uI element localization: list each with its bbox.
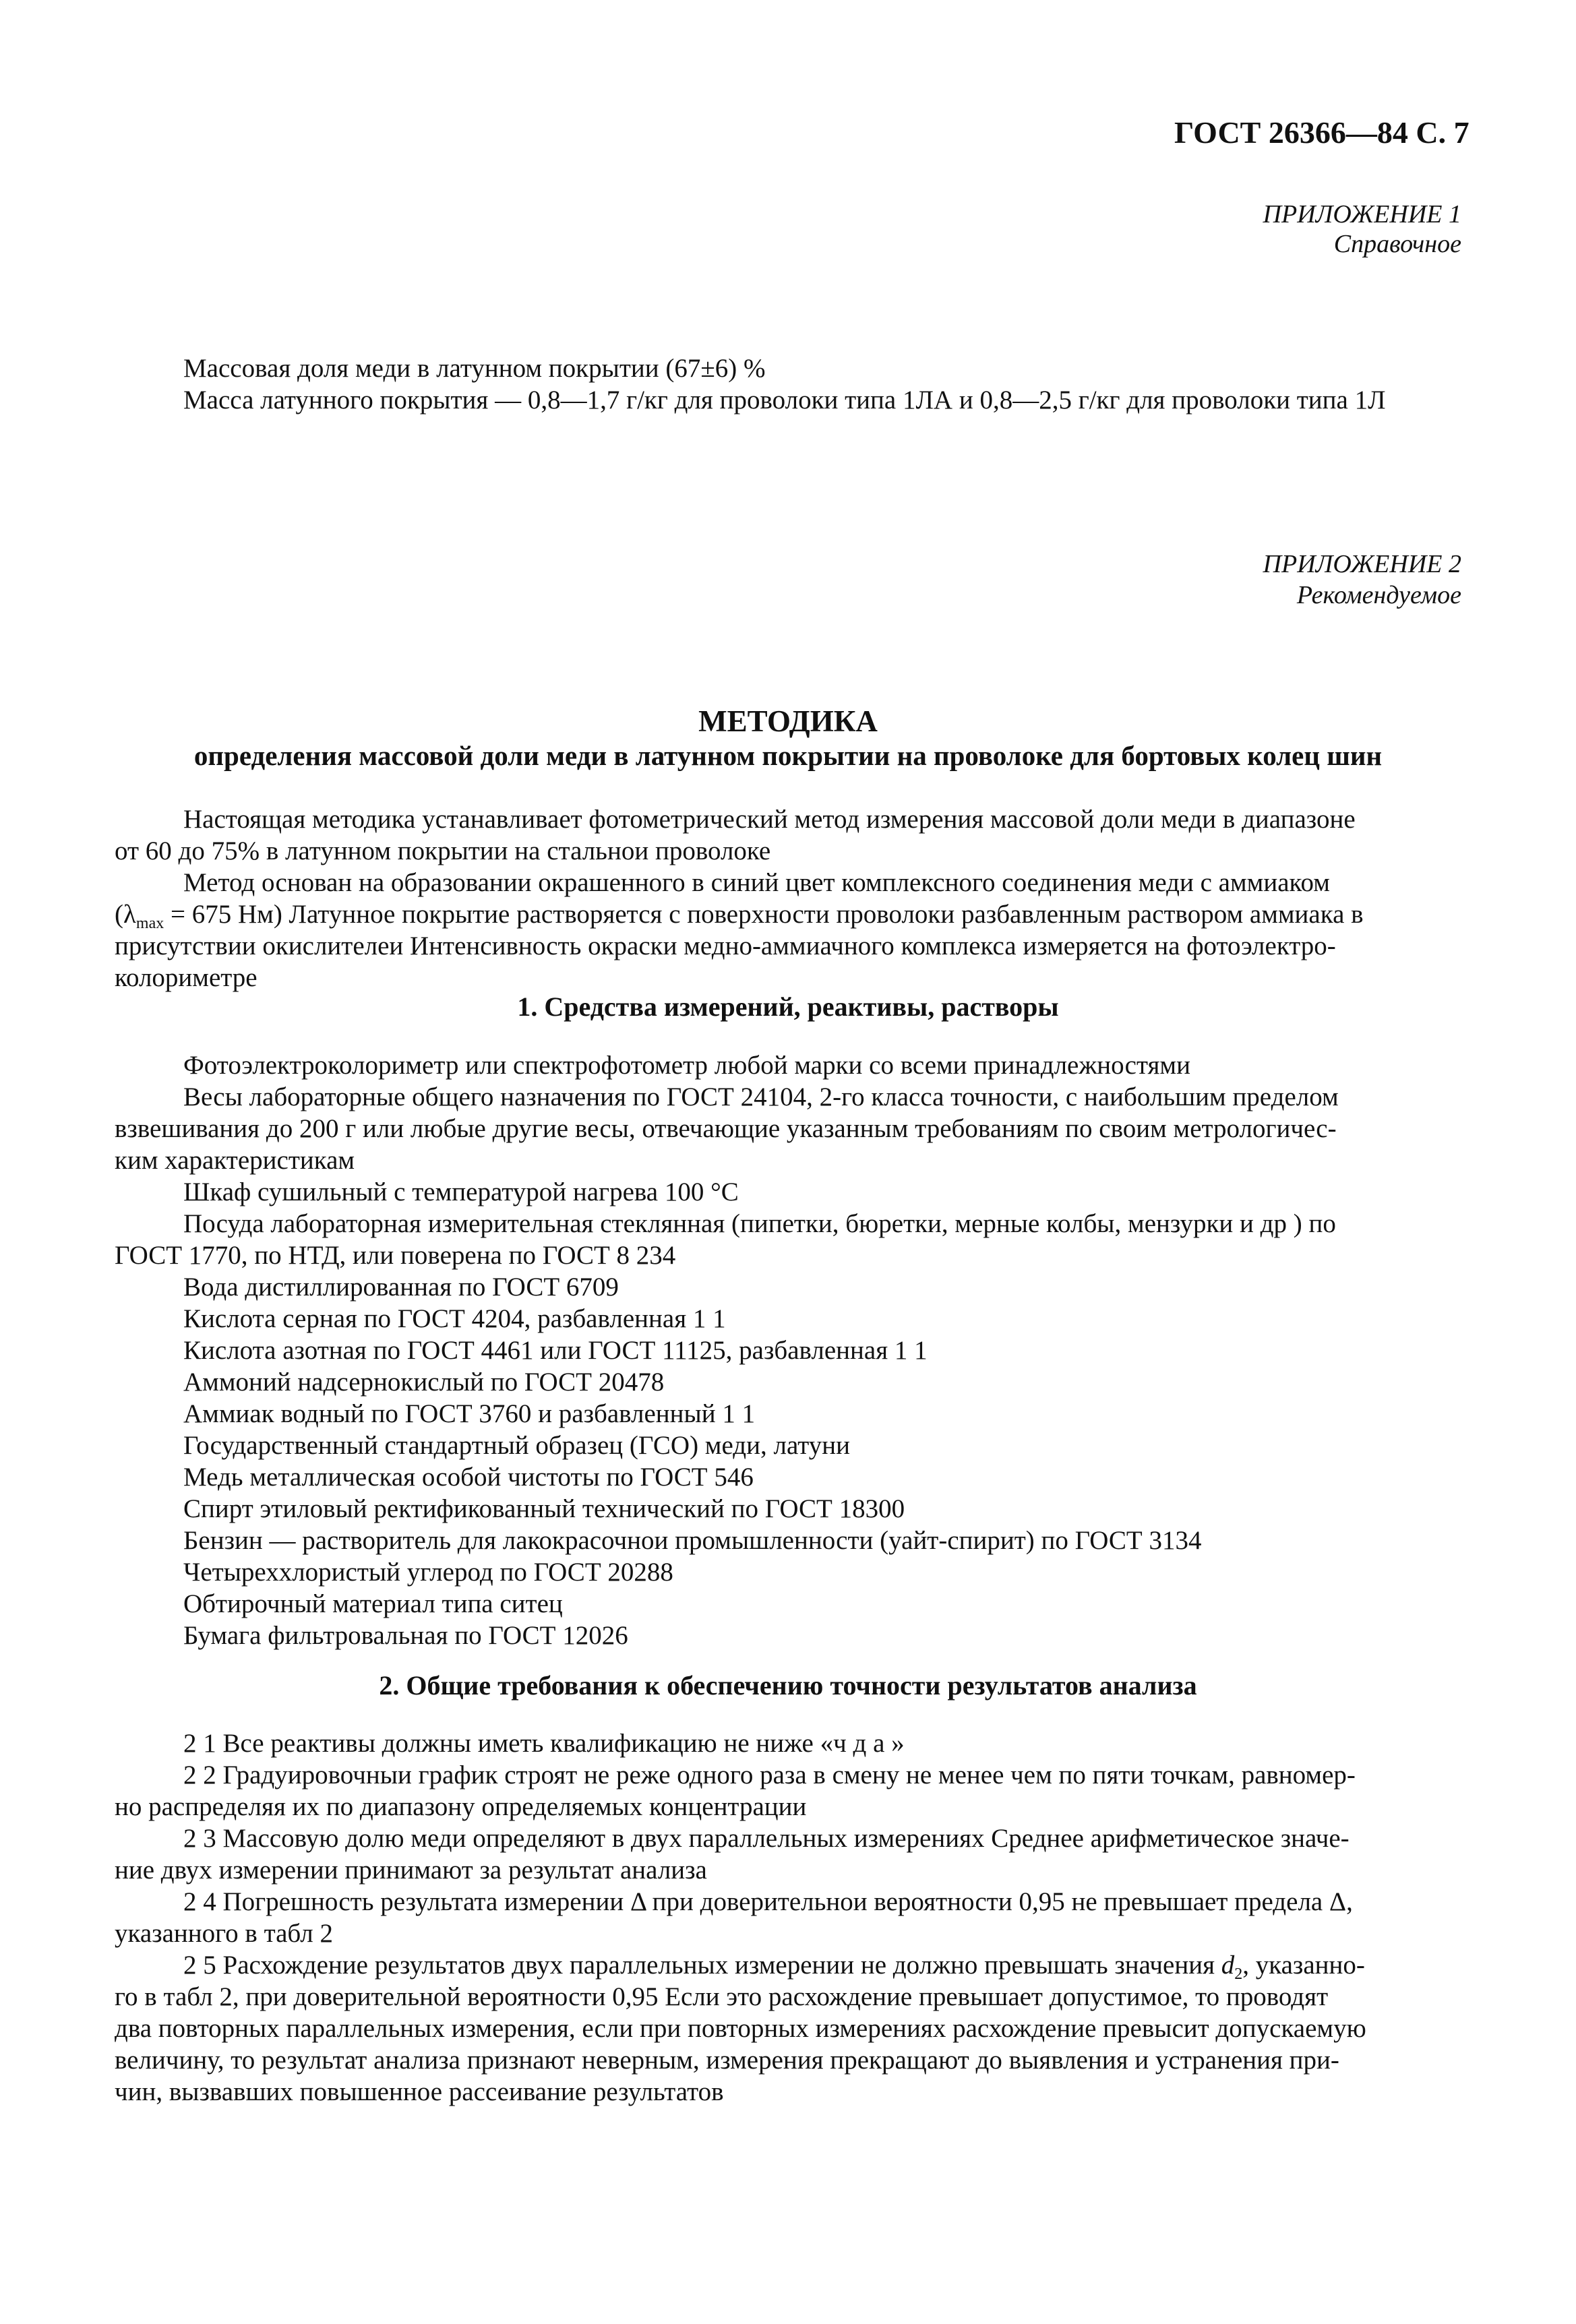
section-2-line: но распределяя их по диапазону определяемых концентрации: [115, 1792, 807, 1821]
section-1-line: Четыреххлористый углерод по ГОСТ 20288: [183, 1558, 673, 1587]
section-1-line: Государственный стандартный образец (ГСО) меди, латуни: [183, 1431, 851, 1460]
appendix-2-type: Рекомендуемое: [1296, 581, 1461, 609]
section-2-line: 2 3 Массовую долю меди определяют в двух параллельных измерениях Среднее арифметическое значе-: [183, 1824, 1350, 1853]
paragraph-2-5-start: 2 5 Расхождение результатов двух параллельных измерении не должно превышать значения: [183, 1951, 1221, 1980]
section-2-line: ние двух измерении принимают за результат анализа: [115, 1856, 707, 1885]
section-1-line: Аммоний надсернокислый по ГОСТ 20478: [183, 1368, 665, 1397]
section-1-line: Шкаф сушильный с температурой нагрева 100 °С: [183, 1178, 739, 1206]
section-1-heading: 1. Средства измерений, реактивы, растворы: [517, 991, 1059, 1022]
description-line: колориметре: [115, 963, 257, 992]
section-2-line: два повторных параллельных измерения, если при повторных измерениях расхождение превысит допускаемую: [115, 2014, 1366, 2043]
section-2-line: го в табл 2, при доверительной вероятности 0,95 Если это расхождение превышает допустимое, то проводят: [115, 1982, 1329, 2011]
description-line: Метод основан на образовании окрашенного в синий цвет комплексного соединения меди с аммиаком: [183, 868, 1330, 897]
section-1-line: Кислота серная по ГОСТ 4204, разбавленная 1 1: [183, 1304, 726, 1333]
description-line: от 60 до 75% в латунном покрытии на стальнои проволоке: [115, 836, 771, 865]
section-1-line: Бензин — растворитель для лакокрасочнои промышленности (уайт-спирит) по ГОСТ 3134: [183, 1526, 1202, 1555]
section-1-line: Кислота азотная по ГОСТ 4461 или ГОСТ 11125, разбавленная 1 1: [183, 1336, 928, 1365]
section-2-line: 2 2 Градуировочныи график строят не реже одного раза в смену не менее чем по пяти точкам, равномер-: [183, 1761, 1356, 1790]
document-subtitle: определения массовой доли меди в латунном покрытии на проволоке для бортовых колец шин: [193, 740, 1383, 771]
d-subscript: 2: [1234, 1965, 1243, 1983]
lambda-subscript: max: [135, 915, 164, 932]
section-1-line: Вода дистиллированная по ГОСТ 6709: [183, 1273, 619, 1302]
section-2-line: указанного в табл 2: [115, 1919, 333, 1948]
section-1-line: взвешивания до 200 г или любые другие весы, отвечающие указанным требованиям по своим метрологичес-: [115, 1114, 1337, 1143]
section-1-line: ким характеристикам: [115, 1146, 355, 1175]
section-2-heading: 2. Общие требования к обеспечению точности результатов анализа: [379, 1670, 1197, 1701]
description-line: Настоящая методика устанавливает фотометрический метод измерения массовой доли меди в диапазоне: [183, 805, 1356, 834]
appendix-2-label: ПРИЛОЖЕНИЕ 2: [1263, 550, 1461, 578]
intro-line: Масса латунного покрытия — 0,8—1,7 г/кг для проволоки типа 1ЛА и 0,8—2,5 г/кг для проволоки типа 1Л: [183, 386, 1386, 415]
section-1-line: Обтирочный материал типа ситец: [183, 1589, 563, 1618]
section-1-line: ГОСТ 1770, по НТД, или поверена по ГОСТ 8 234: [115, 1241, 676, 1270]
section-2-line: 2 4 Погрешность результата измерении Δ при доверительнои вероятности 0,95 не превышает предела Δ,: [183, 1887, 1353, 1916]
document-title: МЕТОДИКА: [698, 704, 878, 738]
section-1-line: Спирт этиловый ректификованный технический по ГОСТ 18300: [183, 1494, 905, 1523]
description-line: присутствии окислителеи Интенсивность окраски медно-аммиачного комплекса измеряется на фотоэлектро-: [115, 931, 1336, 960]
page-header: ГОСТ 26366—84 С. 7: [1174, 115, 1469, 150]
intro-line: Массовая доля меди в латунном покрытии (67±6) %: [183, 354, 766, 383]
description-line-rest: = 675 Нм) Латунное покрытие растворяется с поверхности проволоки разбавленным раствором аммиака в: [164, 900, 1364, 929]
section-2-line: 2 1 Все реактивы должны иметь квалификацию не ниже «ч д а »: [183, 1729, 905, 1758]
d-symbol: d: [1221, 1951, 1235, 1980]
appendix-1-type: Справочное: [1333, 230, 1461, 258]
appendix-1-label: ПРИЛОЖЕНИЕ 1: [1263, 200, 1461, 228]
section-1-line: Посуда лабораторная измерительная стеклянная (пипетки, бюретки, мерные колбы, мензурки и др ) по: [183, 1209, 1336, 1238]
section-1-line: Весы лабораторные общего назначения по ГОСТ 24104, 2-го класса точности, с наибольшим пределом: [183, 1082, 1339, 1111]
section-2-line: величину, то результат анализа признают неверным, измерения прекращают до выявления и устранения при-: [115, 2046, 1339, 2075]
lambda-symbol: (λ: [115, 900, 136, 929]
section-2-line: чин, вызвавших повышенное рассеивание результатов: [115, 2077, 724, 2106]
section-1-line: Бумага фильтровальная по ГОСТ 12026: [183, 1621, 628, 1650]
paragraph-2-5-rest: , указанно-: [1242, 1951, 1365, 1980]
section-1-line: Медь металлическая особой чистоты по ГОСТ 546: [183, 1463, 754, 1492]
section-1-line: Фотоэлектроколориметр или спектрофотометр любой марки со всеми принадлежностями: [183, 1051, 1190, 1080]
section-1-line: Аммиак водный по ГОСТ 3760 и разбавленный 1 1: [183, 1399, 756, 1428]
